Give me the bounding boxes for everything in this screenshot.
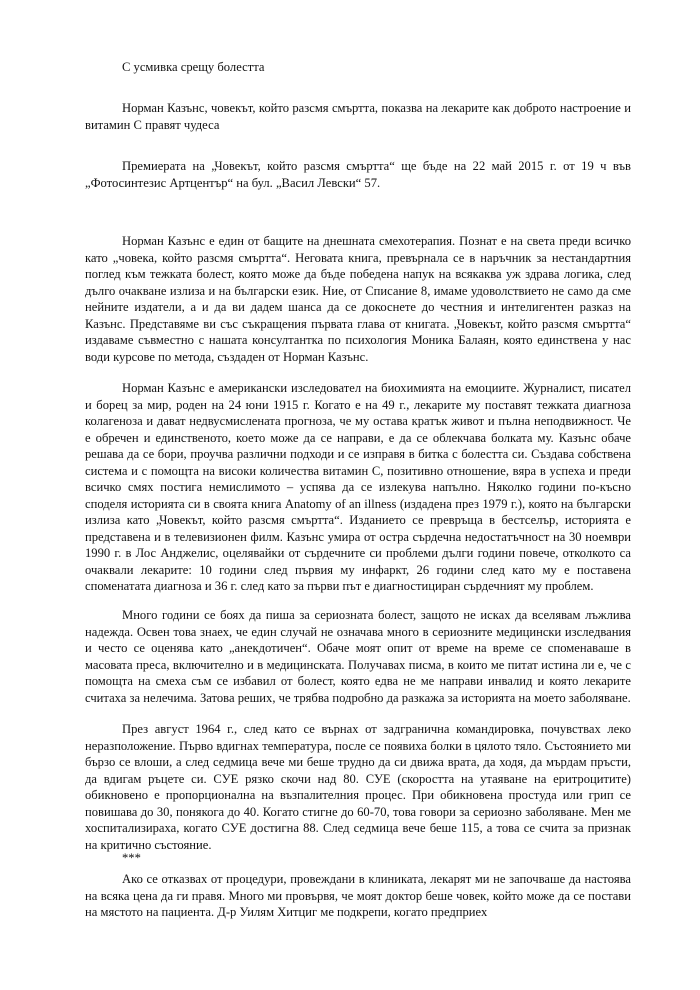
biography-paragraph: Норман Казънс е американски изследовател на биохимията на емоциите. Журналист, писател и борец за мир, роден на 24 юни 1915 г. Когато е на 49 г., лекарите му поставят тежката диагноза колагеноза и дават недвусмислената прогноза, че му остава кратък живот и пълна неподвижност. Че е обречен и единственото, което може да се направи, е да се облекчава болката му. Казънс обаче решава да се бори, проучва различни подходи и се изправя в битка с болестта си. Създава собствена система и с помощта на високи количества витамин С, позитивно отношение, вяра в успеха и преди всичко смях постига немислимото – успява да се излекува напълно. Няколко години по-късно споделя историята си в своята книга Anatomy of an illness (издадена през 1979 г.), която на български излиза като „Човекът, който разсмя смъртта“. Изданието се превръща в бестселър, историята е представена и в телевизионен филм. Казънс умира от остра сърдечна недостатъчност на 30 ноември 1990 г. в Лос Анджелис, оцелявайки от сърдечните си проблеми дълги години повече, отколкото са очаквали лекарите: 10 години след първия му инфаркт, 26 години след като му е поставена споменатата диагноза и 36 г. след като за първи път е диагностициран сърдечният му проблем. <box>85 381 631 593</box>
premiere-announcement: Премиерата на „Човекът, който разсмя смъртта“ ще бъде на 22 май 2015 г. от 19 ч във „Фотосинтезис Артцентър“ на бул. „Васил Левски“ 57. <box>85 159 631 190</box>
intro-paragraph: Норман Казънс е един от бащите на днешната смехотерапия. Познат е на света преди всичко като „човека, който разсмя смъртта“. Неговата книга, превърнала се в наръчник за нестандартния поглед към тежката болест, която може да бъде победена напук на всякаква уж здрава логика, след дълго очакване излиза и на български език. Ние, от Списание 8, имаме удоволствието не само да сме нейните издатели, а и да ви дадем шанса да се докоснете до честния и интелигентен разказ на Казънс. Представяме ви със съкращения първата глава от книгата. „Човекът, който разсмя смъртта“ издаваме съвместно с нашата консултантка по психология Моника Балаян, която единствена у нас води курсове по метода, създаден от Норман Казънс. <box>85 234 631 364</box>
section-separator: *** <box>122 851 141 865</box>
article-subtitle: Норман Казънс, човекът, който разсмя смъртта, показва на лекарите как доброто настроение и витамин С правят чудеса <box>85 101 631 132</box>
chapter-paragraph-1: Много години се боях да пиша за сериозната болест, защото не исках да вселявам лъжлива надежда. Освен това знаех, че един случай не означава много в сериозните медицински изследвания и често се оценява като „анекдотичен“. Обаче моят опит от време на време се споменаваше в масовата преса, включително и в медицинската. Получавах писма, в които ме питат истина ли е, че с помощта на смеха съм се избавил от болест, която едва не ме направи инвалид и която лекарите считаха за нелечима. Затова реших, че трябва подробно да разкажа за историята на моето заболяване. <box>85 608 631 705</box>
chapter-paragraph-3: Ако се отказвах от процедури, провеждани в клиниката, лекарят ми не започваше да настоява на всяка цена да ги правя. Много ми провървя, че моят доктор беше човек, който може да се постави на мястото на пациента. Д-р Уилям Хитциг ме подкрепи, когато предприех <box>85 872 631 919</box>
article-title: С усмивка срещу болестта <box>122 60 265 74</box>
chapter-paragraph-2: През август 1964 г., след като се върнах от задгранична командировка, почувствах леко неразположение. Първо вдигнах температура, после се появиха болки в цялото тяло. Състоянието ми бързо се влоши, а след седмица вече ми беше трудно да си движа врата, да ходя, да мърдам пръсти, да вдигам ръцете си. СУЕ рязко скочи над 80. СУЕ (скоростта на утаяване на еритроцитите) обикновено е пропорционална на възпалителния процес. При обикновена простуда или грип се повишава до 30, понякога до 40. Когато стигне до 60-70, това говори за сериозно заболяване. Мен ме хоспитализираха, когато СУЕ достигна 88. След седмица вече беше 115, а това се счита за признак на критично състояние. <box>85 722 631 852</box>
